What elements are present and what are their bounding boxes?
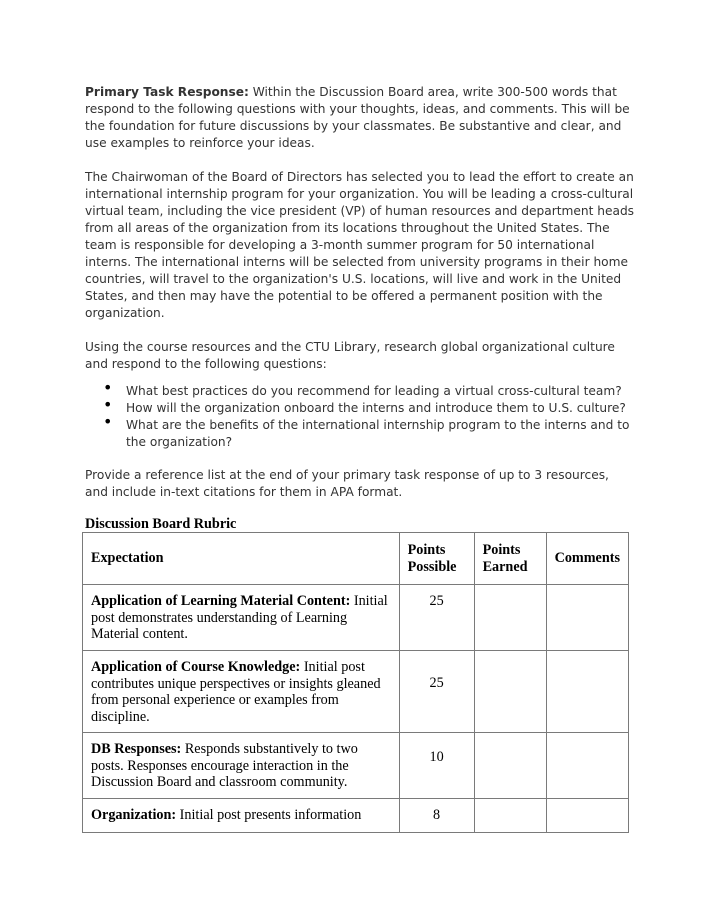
- comments-cell: [546, 651, 628, 733]
- expectation-label: Organization:: [91, 807, 177, 824]
- question-text: What are the benefits of the international internship program to the interns and to the organization?: [126, 418, 630, 449]
- points-possible-cell: 10: [399, 733, 474, 799]
- comments-cell: [546, 799, 628, 833]
- comments-cell: [546, 733, 628, 799]
- question-text: How will the organization onboard the interns and introduce them to U.S. culture?: [126, 401, 626, 415]
- expectation-desc: Initial post contributes unique perspectives or insights gleaned from personal experience or examples from discipline.: [91, 659, 381, 725]
- scenario-paragraph: The Chairwoman of the Board of Directors has selected you to lead the effort to create an international internship program for your organization. You will be leading a cross-cultural virtual team, including the vice president (VP) of human resources and department heads from all areas of the organization from its locations throughout the United States. The team is responsible for developing a 3-month summer program for 50 international interns. The international interns will be selected from university programs in their home countries, will travel to the organization's U.S. locations, will live and work in the United States, and then may have the potential to be offered a permanent position with the organization.: [85, 170, 635, 320]
- question-item: [85, 412, 635, 451]
- question-item: [85, 395, 635, 417]
- points-possible-cell: 25: [399, 651, 474, 733]
- points-earned-cell: [474, 651, 546, 733]
- expectation-cell: [83, 733, 400, 799]
- rubric-title: Discussion Board Rubric: [85, 516, 237, 532]
- expectation-cell: [83, 585, 400, 651]
- reference-note: Provide a reference list at the end of your primary task response of up to 3 resources, and include in-text citations for them in APA format.: [85, 468, 609, 499]
- primary-task-paragraph: [85, 84, 635, 152]
- points-earned-cell: [474, 733, 546, 799]
- document-page: [85, 84, 635, 533]
- points-possible-cell: 8: [399, 799, 474, 833]
- expectation-cell: [83, 799, 400, 833]
- question-item: [85, 378, 635, 400]
- points-possible-cell: 25: [399, 585, 474, 651]
- expectation-desc: Responds substantively to two posts. Responses encourage interaction in the Discussion Board and classroom community.: [91, 741, 358, 790]
- points-earned-cell: [474, 585, 546, 651]
- table-row: [83, 585, 629, 651]
- bullet-icon: •: [103, 395, 113, 414]
- question-text: What best practices do you recommend for leading a virtual cross-cultural team?: [126, 384, 622, 398]
- expectation-label: DB Responses:: [91, 741, 182, 757]
- rubric-header-row: [83, 533, 629, 585]
- header-points-earned: Points Earned: [474, 533, 546, 585]
- table-row: [83, 651, 629, 733]
- primary-task-text: Within the Discussion Board area, write 300-500 words that respond to the following questions with your thoughts, ideas, and comments. This will be the foundation for future discussions by your classmates. Be substantive and clear, and use examples to reinforce your ideas.: [85, 85, 630, 150]
- expectation-desc: Initial post presents information: [176, 807, 362, 824]
- research-prompt: Using the course resources and the CTU Library, research global organizational culture and respond to the following questions:: [85, 340, 615, 371]
- expectation-label: Application of Course Knowledge:: [91, 659, 301, 675]
- header-expectation: Expectation: [83, 533, 400, 585]
- table-row: [83, 799, 629, 833]
- rubric-table: [82, 532, 629, 833]
- table-row: [83, 733, 629, 799]
- comments-cell: [546, 585, 628, 651]
- bullet-icon: •: [103, 412, 113, 431]
- expectation-cell: [83, 651, 400, 733]
- header-comments: Comments: [546, 533, 628, 585]
- bullet-icon: •: [103, 378, 113, 397]
- expectation-label: Application of Learning Material Content:: [91, 593, 351, 609]
- expectation-desc: Initial post demonstrates understanding of Learning Material content.: [91, 593, 388, 642]
- question-list: [85, 378, 635, 451]
- primary-task-label: Primary Task Response:: [85, 85, 249, 99]
- header-points-possible: Points Possible: [399, 533, 474, 585]
- points-earned-cell: [474, 799, 546, 833]
